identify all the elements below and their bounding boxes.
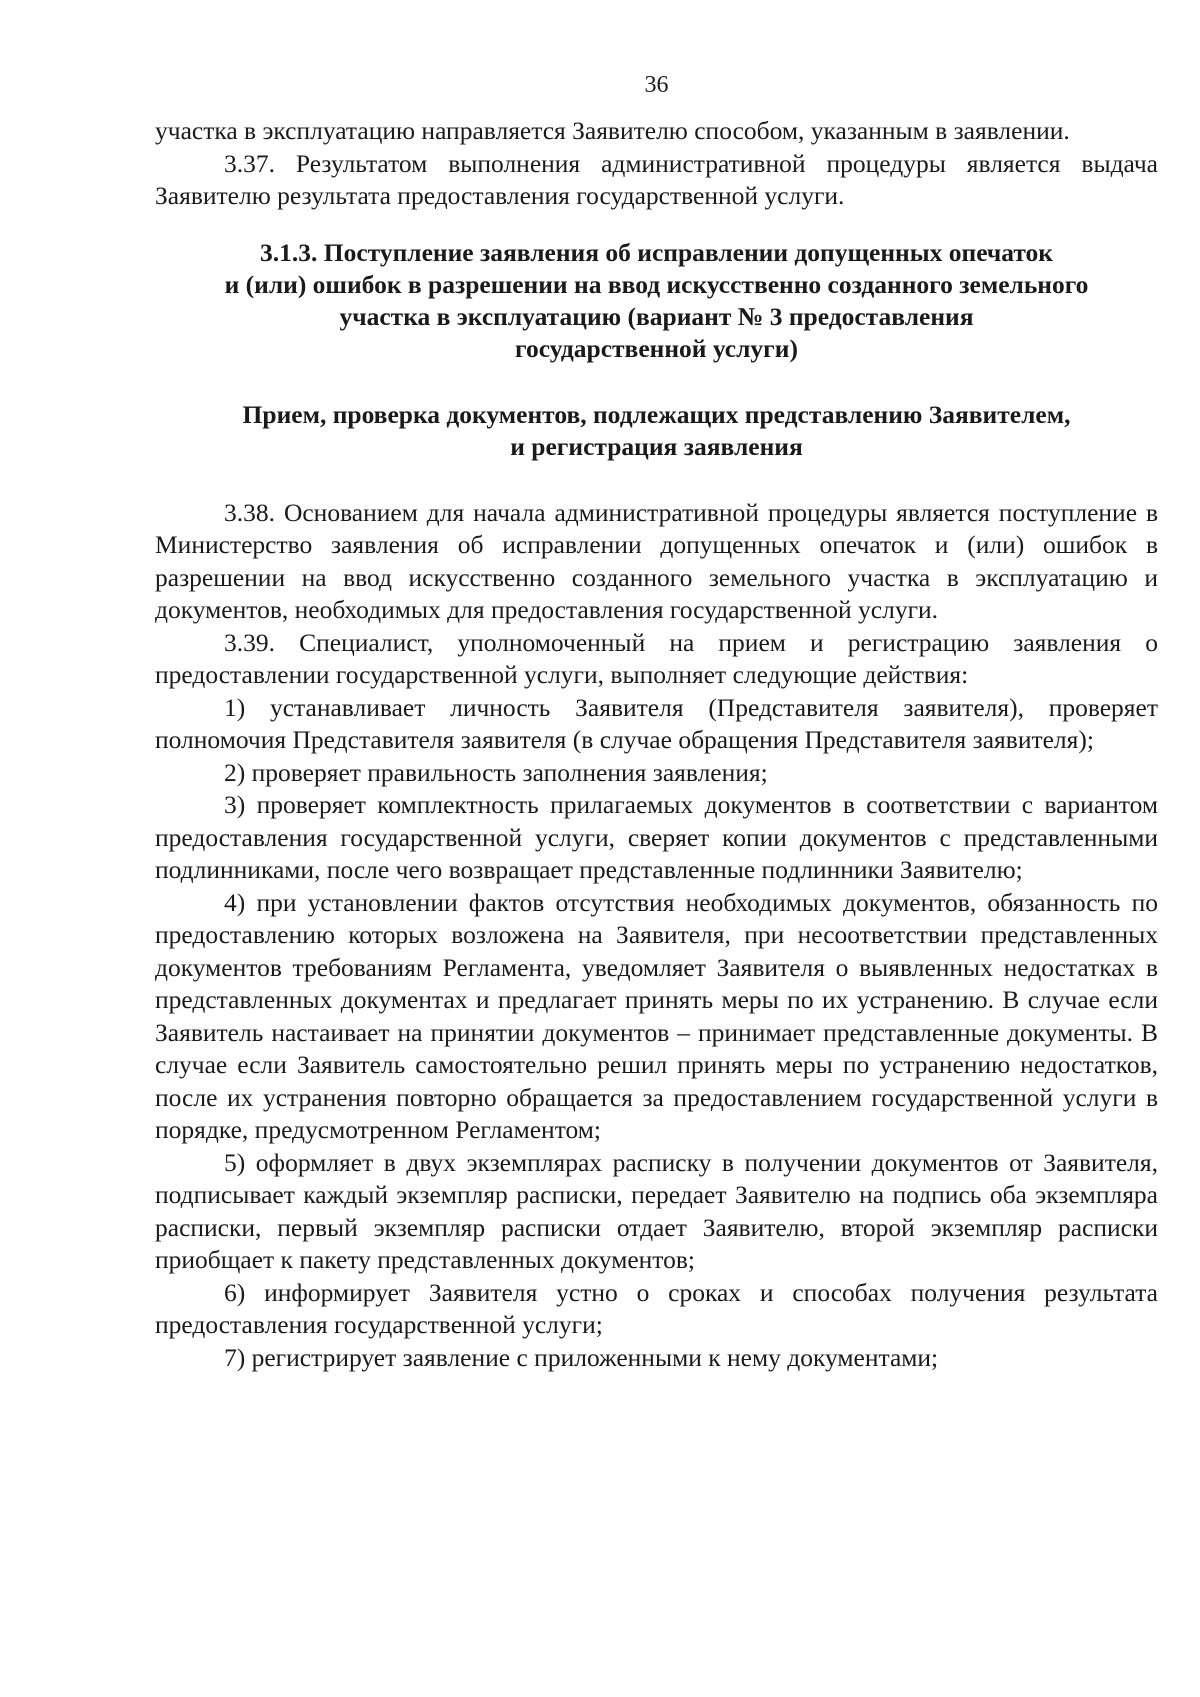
paragraph-3-39: 3.39. Специалист, уполномоченный на прием и регистрацию заявления о предоставлении государственной услуги, выполняет следующие действия:	[155, 627, 1158, 689]
list-item-3: 3) проверяет комплектность прилагаемых документов в соответствии с вариантом предоставления государственной услуги, сверяет копии документов с представленными подлинниками, после чего возвращает представленные подлинники Заявителю;	[155, 790, 1158, 884]
list-item-2: 2) проверяет правильность заполнения заявления;	[224, 757, 768, 787]
subsection-heading-line: и регистрация заявления	[510, 431, 803, 461]
paragraph-3-38: 3.38. Основанием для начала административной процедуры является поступление в Министерство заявления об исправлении допущенных опечаток и (или) ошибок в разрешении на ввод искусственно созданного земельного участка в эксплуатацию и документов, необходимых для предоставления государственной услуги.	[155, 497, 1158, 624]
list-item-1: 1) устанавливает личность Заявителя (Представителя заявителя), проверяет полномочия Представителя заявителя (в случае обращения Представителя заявителя);	[155, 692, 1158, 754]
subsection-heading	[155, 399, 1158, 463]
subsection-heading-line: Прием, проверка документов, подлежащих представлению Заявителем,	[242, 399, 1071, 429]
list-item-7: 7) регистрирует заявление с приложенными к нему документами;	[224, 1342, 939, 1372]
list-item-5: 5) оформляет в двух экземплярах расписку в получении документов от Заявителя, подписывает каждый экземпляр расписки, передает Заявителю на подпись оба экземпляра расписки, первый экземпляр расписки отдает Заявителю, второй экземпляр расписки приобщает к пакету представленных документов;	[155, 1147, 1158, 1274]
list-item-6: 6) информирует Заявителя устно о сроках и способах получения результата предоставления государственной услуги;	[155, 1277, 1158, 1339]
paragraph-3-37: 3.37. Результатом выполнения административной процедуры является выдача Заявителю результата предоставления государственной услуги.	[155, 148, 1158, 210]
page-number: 36	[644, 72, 669, 98]
section-heading-line: участка в эксплуатацию (вариант № 3 предоставления	[339, 301, 974, 331]
section-heading	[155, 237, 1158, 365]
section-heading-line: государственной услуги)	[515, 333, 798, 363]
section-heading-line: 3.1.3. Поступление заявления об исправлении допущенных опечаток	[259, 237, 1053, 267]
list-item-4: 4) при установлении фактов отсутствия необходимых документов, обязанность по предоставлению которых возложена на Заявителя, при несоответствии представленных документов требованиям Регламента, уведомляет Заявителя о выявленных недостатках в представленных документах и предлагает принять меры по их устранению. В случае если Заявитель настаивает на принятии документов – принимает представленные документы. В случае если Заявитель самостоятельно решил принять меры по устранению недостатков, после их устранения повторно обращается за предоставлением государственной услуги в порядке, предусмотренном Регламентом;	[155, 887, 1158, 1144]
section-heading-line: и (или) ошибок в разрешении на ввод искусственно созданного земельного	[224, 269, 1089, 299]
document-body	[155, 115, 1158, 1374]
paragraph-continuation: участка в эксплуатацию направляется Заявителю способом, указанным в заявлении.	[155, 116, 1070, 145]
